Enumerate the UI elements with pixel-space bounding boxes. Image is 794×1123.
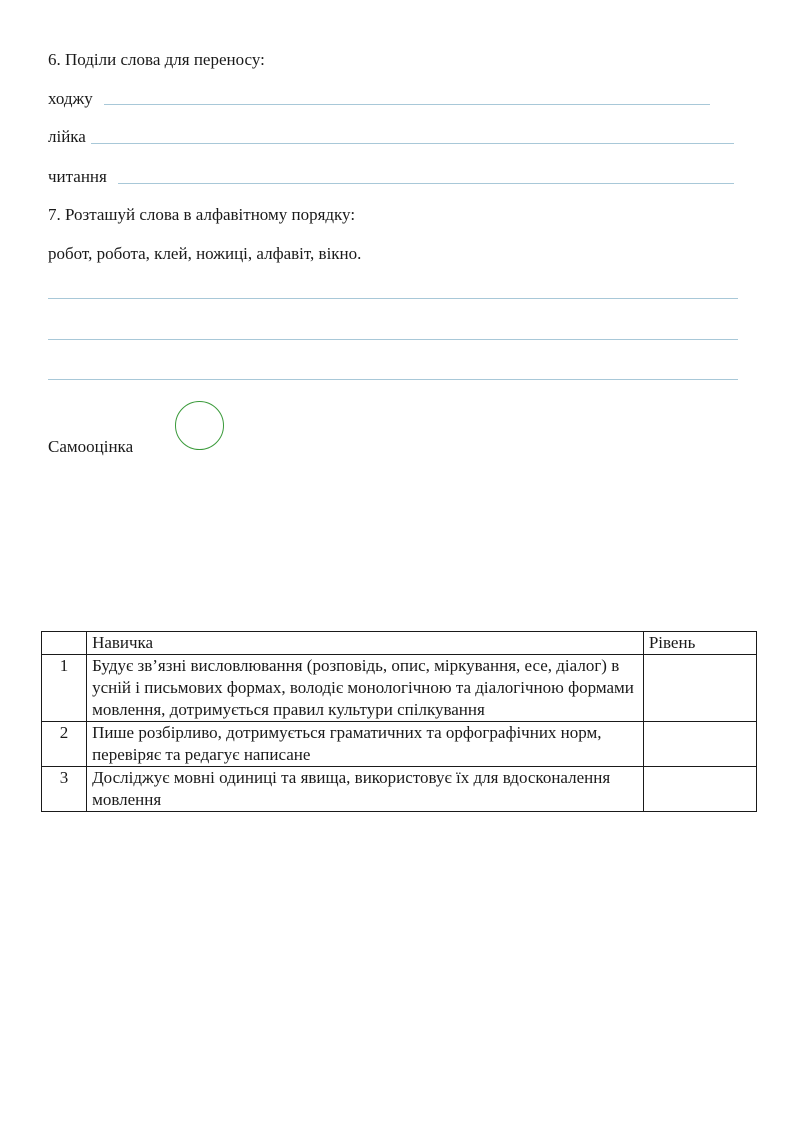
table-header-row <box>42 632 757 655</box>
row-level-cell[interactable] <box>643 722 756 767</box>
answer-line[interactable] <box>48 379 738 380</box>
row-num: 1 <box>42 655 87 722</box>
task6-title: 6. Поділи слова для переносу: <box>48 50 265 69</box>
row-num: 3 <box>42 767 87 812</box>
answer-line[interactable] <box>48 339 738 340</box>
self-assessment-circle[interactable] <box>175 401 224 450</box>
table-row <box>42 722 757 767</box>
table-row <box>42 767 757 812</box>
task6-word-2: лійка <box>48 127 86 146</box>
row-skill: Будує зв’язні висловлювання (розповідь, опис, міркування, есе, діалог) в усній і письмових формах, володіє монологічною та діалогічною формами мовлення, дотримується правил культури спілкування <box>87 655 644 722</box>
row-level-cell[interactable] <box>643 655 756 722</box>
task7-title: 7. Розташуй слова в алфавітному порядку: <box>48 205 356 224</box>
task6-word-1: ходжу <box>48 89 93 108</box>
table-row <box>42 655 757 722</box>
skills-table <box>41 631 757 812</box>
answer-line[interactable] <box>104 104 710 105</box>
answer-line[interactable] <box>91 143 734 144</box>
header-level: Рівень <box>643 632 756 655</box>
self-assessment-label: Самооцінка <box>48 437 134 456</box>
row-skill: Пише розбірливо, дотримується граматичних та орфографічних норм, перевіряє та редагує написане <box>87 722 644 767</box>
row-level-cell[interactable] <box>643 767 756 812</box>
answer-line[interactable] <box>118 183 734 184</box>
row-num: 2 <box>42 722 87 767</box>
task6-word-3: читання <box>48 167 107 186</box>
header-skill: Навичка <box>87 632 644 655</box>
header-num <box>42 632 87 655</box>
answer-line[interactable] <box>48 298 738 299</box>
task7-words: робот, робота, клей, ножиці, алфавіт, вікно. <box>48 244 362 263</box>
row-skill: Досліджує мовні одиниці та явища, використовує їх для вдосконалення мовлення <box>87 767 644 812</box>
